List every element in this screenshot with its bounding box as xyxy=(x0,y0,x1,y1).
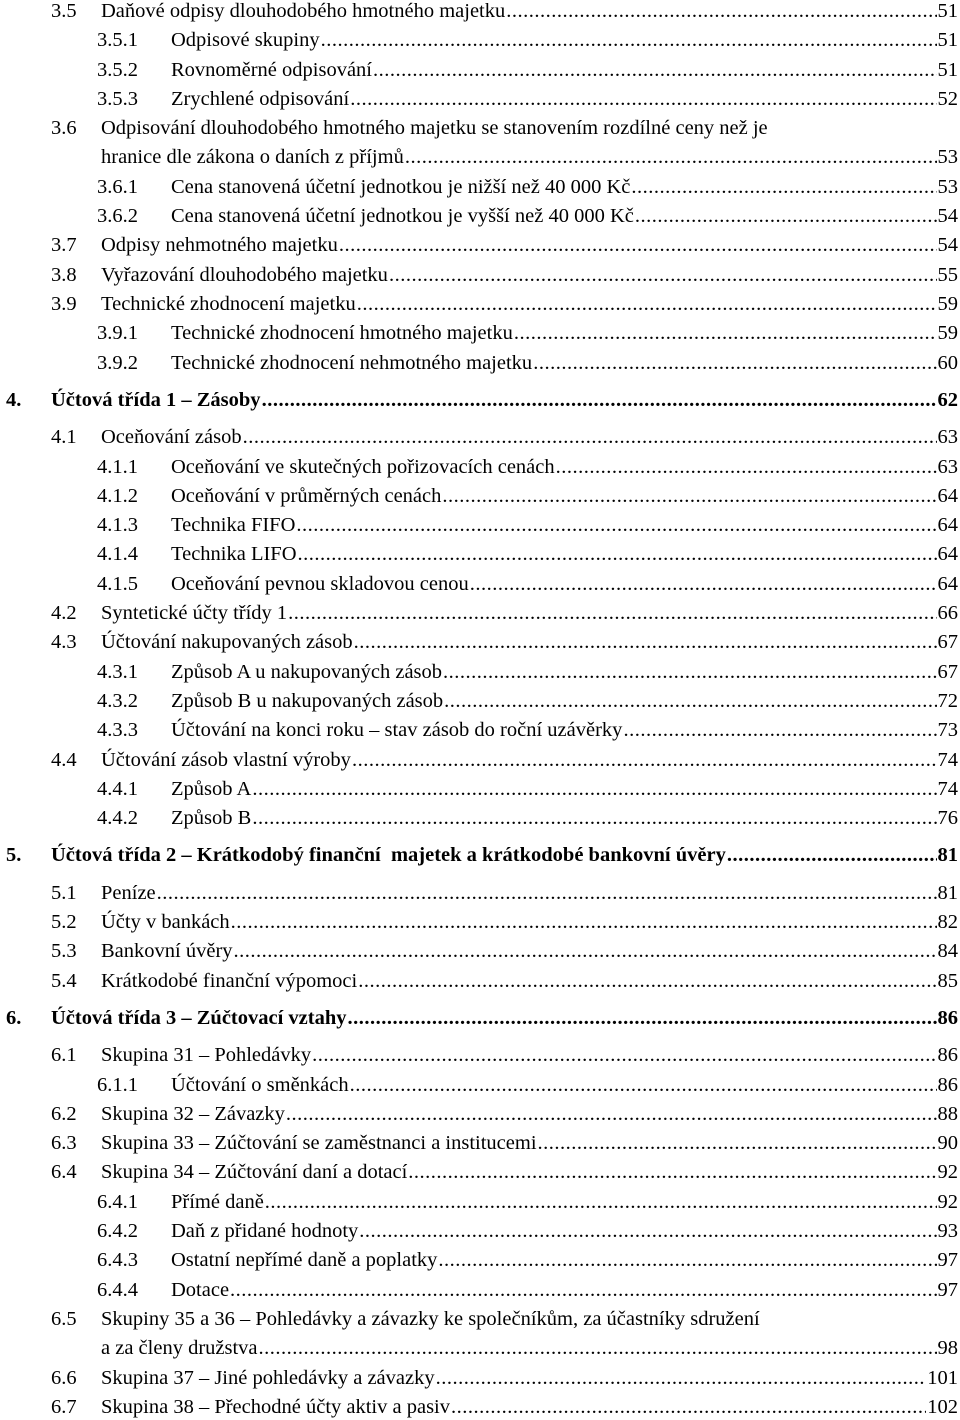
toc-entry-number: 5.1 xyxy=(51,881,77,904)
toc-page-number: 64 xyxy=(937,484,958,507)
toc-entry-title: Oceňování v průměrných cenách xyxy=(171,484,442,507)
toc-entry-title: Skupina 38 – Přechodné účty aktiv a pasiv xyxy=(101,1395,451,1418)
toc-entry-title: Skupina 32 – Závazky xyxy=(101,1102,285,1125)
toc-entry-number: 4. xyxy=(6,388,22,411)
toc-page-number: 64 xyxy=(937,543,958,566)
toc-leader-dots xyxy=(321,27,937,53)
toc-leader-dots xyxy=(312,1042,936,1068)
toc-page-number: 92 xyxy=(937,1190,958,1213)
toc-page-number: 98 xyxy=(937,1337,958,1360)
toc-leader-dots xyxy=(259,1335,937,1361)
toc-leader-dots xyxy=(357,291,937,317)
toc-entry-number: 4.1 xyxy=(51,426,77,449)
toc-page-number: 90 xyxy=(937,1132,958,1155)
toc-page-number: 55 xyxy=(937,263,958,286)
toc-page-number: 54 xyxy=(937,234,958,257)
toc-page-number: 86 xyxy=(937,1006,958,1029)
toc-entry-number: 6.4 xyxy=(51,1161,77,1184)
toc-entry-title: Daňové odpisy dlouhodobého hmotného majetku xyxy=(101,0,506,22)
toc-page-number: 93 xyxy=(937,1220,958,1242)
toc-leader-dots xyxy=(354,629,937,655)
toc-entry-title: Odpisování dlouhodobého hmotného majetku se stanovením rozdílné ceny než je xyxy=(101,117,768,140)
toc-page-number: 67 xyxy=(937,631,958,654)
toc-page-number: 66 xyxy=(937,602,958,624)
toc-page-number: 74 xyxy=(937,777,958,800)
toc-entry-title: Vyřazování dlouhodobého majetku xyxy=(101,263,388,286)
toc-entry-title: Technické zhodnocení hmotného majetku xyxy=(171,322,513,345)
toc-entry-number: 3.6.1 xyxy=(97,175,138,198)
toc-entry-number: 3.6.2 xyxy=(97,205,138,228)
toc-entry-title-continued: a za členy družstva xyxy=(101,1337,258,1360)
toc-page-number: 81 xyxy=(937,844,958,867)
toc-entry-title: Účtování nakupovaných zásob xyxy=(101,631,353,654)
toc-entry-number: 6.3 xyxy=(51,1132,77,1155)
toc-page-number: 76 xyxy=(937,807,958,830)
toc-entry-title: Odpisy nehmotného majetku xyxy=(101,234,338,257)
toc-entry-title: Skupina 37 – Jiné pohledávky a závazky xyxy=(101,1366,435,1389)
toc-leader-dots xyxy=(623,717,936,743)
toc-entry-number: 4.4.2 xyxy=(97,807,138,830)
toc-entry-number: 3.9 xyxy=(51,293,77,315)
toc-entry-title: Cena stanovená účetní jednotkou je vyšší než 40 000 Kč xyxy=(171,205,634,228)
toc-entry-title: Oceňování ve skutečných pořizovacích cenách xyxy=(171,455,555,478)
toc-leader-dots xyxy=(252,776,936,802)
toc-leader-dots xyxy=(288,600,936,626)
toc-leader-dots xyxy=(262,387,937,413)
toc-entry-number: 6.6 xyxy=(51,1366,77,1389)
toc-leader-dots xyxy=(635,203,937,229)
toc-leader-dots xyxy=(533,350,936,376)
toc-page-number: 52 xyxy=(937,87,958,110)
toc-entry-number: 4.3.2 xyxy=(97,689,138,712)
toc-leader-dots xyxy=(470,571,937,597)
toc-entry-title: Způsob B xyxy=(171,807,252,830)
toc-entry-number: 4.1.2 xyxy=(97,484,138,507)
toc-entry-number: 6.5 xyxy=(51,1307,77,1330)
toc-entry-title: Zrychlené odpisování xyxy=(171,87,350,110)
toc-page-number: 88 xyxy=(937,1102,958,1125)
toc-entry-title: Účtová třída 2 – Krátkodobý finanční majetek a krátkodobé bankovní úvěry xyxy=(51,844,726,867)
toc-leader-dots xyxy=(438,1247,936,1273)
toc-page-number: 60 xyxy=(937,351,958,374)
toc-entry-title: Technika LIFO xyxy=(171,543,297,566)
toc-entry-title: Skupina 31 – Pohledávky xyxy=(101,1044,312,1067)
toc-leader-dots xyxy=(443,659,936,685)
toc-page-number: 63 xyxy=(937,455,958,478)
toc-entry-title: Oceňování pevnou skladovou cenou xyxy=(171,572,469,595)
toc-leader-dots xyxy=(339,232,937,258)
toc-entry-number: 5. xyxy=(6,844,22,867)
toc-entry-number: 4.4 xyxy=(51,748,77,771)
toc-entry-title: Dotace xyxy=(171,1278,230,1301)
toc-entry-number: 4.3 xyxy=(51,631,77,654)
toc-leader-dots xyxy=(359,1218,936,1244)
toc-entry-title: Účtování zásob vlastní výroby xyxy=(101,748,351,771)
toc-entry-title: Krátkodobé finanční výpomoci xyxy=(101,969,358,992)
toc-leader-dots xyxy=(243,424,937,450)
toc-leader-dots xyxy=(436,1365,927,1391)
toc-entry-title: Cena stanovená účetní jednotkou je nižší než 40 000 Kč xyxy=(171,175,631,198)
toc-page-number: 92 xyxy=(937,1161,958,1184)
toc-entry-title: Účtování o směnkách xyxy=(171,1073,349,1096)
toc-entry-number: 5.2 xyxy=(51,911,77,933)
toc-leader-dots xyxy=(405,144,937,170)
toc-page-number: 97 xyxy=(937,1278,958,1301)
toc-entry-title: Technika FIFO xyxy=(171,514,296,537)
toc-entry-number: 3.5.3 xyxy=(97,87,138,110)
toc-entry-number: 3.5 xyxy=(51,0,77,22)
toc-page-number: 74 xyxy=(937,748,958,771)
toc-entry-number: 3.9.1 xyxy=(97,322,138,345)
toc-leader-dots xyxy=(265,1189,937,1215)
toc-entry-number: 5.4 xyxy=(51,969,77,992)
toc-leader-dots xyxy=(506,0,936,24)
toc-leader-dots xyxy=(298,541,937,567)
toc-leader-dots xyxy=(373,57,937,83)
toc-page-number: 59 xyxy=(937,293,958,315)
toc-entry-title: Technické zhodnocení nehmotného majetku xyxy=(171,351,533,374)
toc-leader-dots xyxy=(514,320,937,346)
toc-page-number: 85 xyxy=(937,969,958,992)
toc-entry-title: Způsob A xyxy=(171,777,252,800)
toc-leader-dots xyxy=(348,1005,937,1031)
toc-page-number: 82 xyxy=(937,911,958,933)
toc-entry-number: 6.1 xyxy=(51,1044,77,1067)
toc-page-number: 97 xyxy=(937,1249,958,1272)
toc-page-number: 86 xyxy=(937,1044,958,1067)
toc-entry-number: 4.1.1 xyxy=(97,455,138,478)
toc-page-number: 64 xyxy=(937,572,958,595)
toc-entry-title: Účty v bankách xyxy=(101,911,230,933)
toc-leader-dots xyxy=(556,454,937,480)
toc-entry-number: 6.4.2 xyxy=(97,1220,138,1242)
toc-page-number: 102 xyxy=(927,1395,958,1418)
toc-entry-number: 6.4.3 xyxy=(97,1249,138,1272)
toc-leader-dots xyxy=(358,968,936,994)
toc-page-number: 81 xyxy=(937,881,958,904)
toc-page-number: 62 xyxy=(937,388,958,411)
toc-page-number: 63 xyxy=(937,426,958,449)
toc-leader-dots xyxy=(352,747,937,773)
toc-entry-number: 3.7 xyxy=(51,234,77,257)
toc-page-number: 51 xyxy=(937,0,958,22)
toc-leader-dots xyxy=(538,1130,937,1156)
toc-page-number: 67 xyxy=(937,660,958,683)
toc-leader-dots xyxy=(442,483,936,509)
toc-entry-title: Daň z přidané hodnoty xyxy=(171,1220,359,1242)
toc-leader-dots xyxy=(252,805,936,831)
toc-leader-dots xyxy=(231,909,937,935)
toc-entry-title: Rovnoměrné odpisování xyxy=(171,58,372,81)
toc-entry-title: Oceňování zásob xyxy=(101,426,242,449)
toc-leader-dots xyxy=(234,938,937,964)
toc-entry-number: 6. xyxy=(6,1006,22,1029)
toc-entry-title: Přímé daně xyxy=(171,1190,264,1213)
toc-entry-number: 3.6 xyxy=(51,117,77,140)
toc-leader-dots xyxy=(350,86,936,112)
toc-entry-number: 3.8 xyxy=(51,263,77,286)
toc-entry-title: Způsob A u nakupovaných zásob xyxy=(171,660,443,683)
toc-page-number: 51 xyxy=(937,29,958,52)
toc-entry-number: 6.1.1 xyxy=(97,1073,138,1096)
toc-entry-title: Bankovní úvěry xyxy=(101,940,233,963)
toc-leader-dots xyxy=(408,1159,936,1185)
toc-entry-number: 4.3.1 xyxy=(97,660,138,683)
toc-entry-title: Odpisové skupiny xyxy=(171,29,320,52)
toc-entry-number: 6.7 xyxy=(51,1395,77,1418)
toc-entry-number: 6.4.4 xyxy=(97,1278,138,1301)
toc-entry-number: 3.5.2 xyxy=(97,58,138,81)
toc-leader-dots xyxy=(296,512,936,538)
toc-entry-title: Účtová třída 3 – Zúčtovací vztahy xyxy=(51,1006,347,1029)
toc-page-number: 53 xyxy=(937,146,958,169)
toc-page-number: 86 xyxy=(937,1073,958,1096)
toc-entry-number: 5.3 xyxy=(51,940,77,963)
toc-entry-number: 4.1.4 xyxy=(97,543,138,566)
toc-entry-title: Ostatní nepřímé daně a poplatky xyxy=(171,1249,438,1272)
toc-leader-dots xyxy=(230,1277,936,1303)
toc-entry-number: 6.4.1 xyxy=(97,1190,138,1213)
toc-entry-title: Způsob B u nakupovaných zásob xyxy=(171,689,444,712)
toc-page-number: 51 xyxy=(937,58,958,81)
toc-entry-number: 4.4.1 xyxy=(97,777,138,800)
toc-entry-number: 6.2 xyxy=(51,1102,77,1125)
toc-page-number: 53 xyxy=(937,175,958,198)
toc-page-number: 101 xyxy=(927,1366,958,1389)
toc-page-number: 64 xyxy=(937,514,958,537)
toc-page-number: 59 xyxy=(937,322,958,345)
toc-page-number: 84 xyxy=(937,940,958,963)
toc-entry-title: Skupina 33 – Zúčtování se zaměstnanci a institucemi xyxy=(101,1132,537,1155)
toc-entry-title: Účtování na konci roku – stav zásob do roční uzávěrky xyxy=(171,719,623,742)
toc-entry-title: Syntetické účty třídy 1 xyxy=(101,602,288,624)
toc-page-number: 54 xyxy=(937,205,958,228)
toc-entry-number: 4.2 xyxy=(51,602,77,624)
toc-leader-dots xyxy=(157,880,937,906)
toc-page-number: 73 xyxy=(937,719,958,742)
toc-entry-title: Peníze xyxy=(101,881,156,904)
toc-entry-title: Technické zhodnocení majetku xyxy=(101,293,356,315)
toc-leader-dots xyxy=(444,688,936,714)
toc-leader-dots xyxy=(350,1072,937,1098)
toc-entry-number: 3.5.1 xyxy=(97,29,138,52)
toc-entry-number: 3.9.2 xyxy=(97,351,138,374)
toc-entry-title: Účtová třída 1 – Zásoby xyxy=(51,388,261,411)
toc-entry-title-continued: hranice dle zákona o daních z příjmů xyxy=(101,146,404,169)
toc-leader-dots xyxy=(727,842,937,868)
toc-entry-title: Skupiny 35 a 36 – Pohledávky a závazky ke společníkům, za účastníky sdružení xyxy=(101,1307,760,1330)
toc-leader-dots xyxy=(631,174,936,200)
toc-entry-number: 4.1.3 xyxy=(97,514,138,537)
toc-leader-dots xyxy=(286,1101,937,1127)
toc-entry-title: Skupina 34 – Zúčtování daní a dotací xyxy=(101,1161,408,1184)
toc-page-number: 72 xyxy=(937,689,958,712)
toc-entry-number: 4.3.3 xyxy=(97,719,138,742)
toc-leader-dots xyxy=(389,262,937,288)
toc-entry-number: 4.1.5 xyxy=(97,572,138,595)
